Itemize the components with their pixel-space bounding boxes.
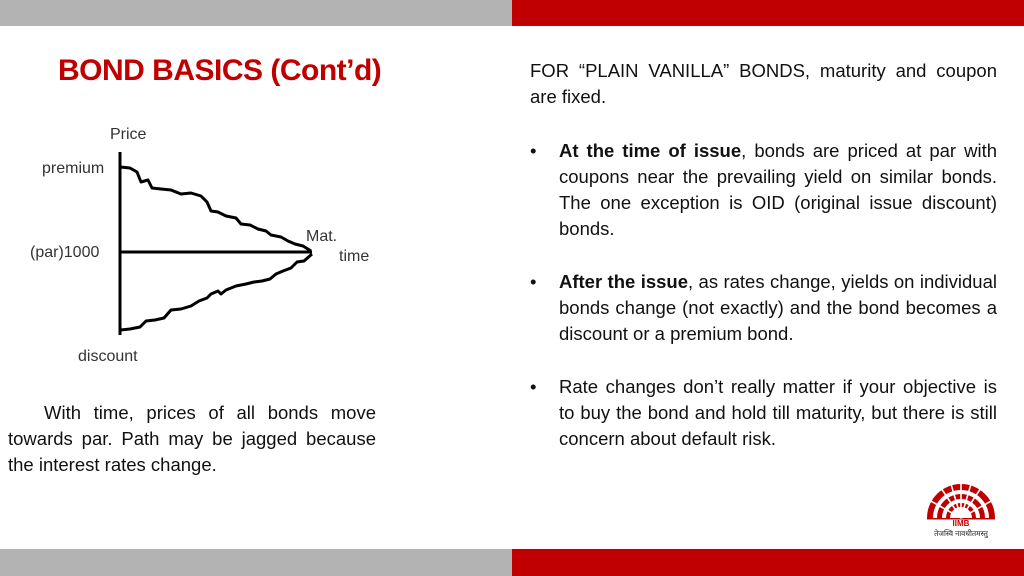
bullet-marker: • <box>530 271 537 292</box>
slide-title: BOND BASICS (Cont’d) <box>58 54 382 87</box>
right-column <box>530 58 997 479</box>
bottom-bar-red <box>512 549 1024 576</box>
top-bar-red <box>512 0 1024 26</box>
bullet-marker: • <box>530 376 537 397</box>
logo-motto: तेजस्वि नावधीतमस्तु <box>934 529 988 538</box>
bullet-bold: At the time of issue <box>559 140 742 161</box>
bullet-text: , as rates change, yields on individual bonds change (not exactly) and the bond becomes a discount or a premium bond. <box>559 271 997 344</box>
bullet-text: Rate changes don’t really matter if your objective is to buy the bond and hold till maturity, but there is still concern about default risk. <box>559 376 997 449</box>
bullet-text: , bonds are priced at par with coupons near the prevailing yield on similar bonds. The one exception is OID (original issue discount) bonds. <box>559 140 998 239</box>
bond-price-diagram <box>0 110 420 380</box>
premium-label: premium <box>42 160 105 177</box>
diagram-caption: With time, prices of all bonds move towards par. Path may be jagged because the interest rates change. <box>8 402 376 475</box>
bullet-item-after-issue <box>530 269 997 347</box>
bullet-bold: After the issue <box>559 271 689 292</box>
logo-name: IIMB <box>952 519 970 528</box>
bullet-item-rate-changes <box>530 374 997 452</box>
bottom-bar-gray <box>0 549 512 576</box>
par-label: (par)1000 <box>30 244 100 261</box>
top-bar-gray <box>0 0 512 26</box>
bullet-list <box>530 138 997 452</box>
price-label: Price <box>110 126 147 143</box>
iimb-logo <box>913 478 1009 542</box>
premium-path <box>120 167 311 251</box>
bullet-marker: • <box>530 140 537 161</box>
time-label: time <box>339 248 370 265</box>
discount-label: discount <box>78 348 138 365</box>
discount-path <box>120 254 312 330</box>
maturity-label: Mat. <box>306 228 338 245</box>
bullet-item-issue <box>530 138 997 242</box>
intro-text: FOR “PLAIN VANILLA” BONDS, maturity and coupon are fixed. <box>530 60 997 107</box>
